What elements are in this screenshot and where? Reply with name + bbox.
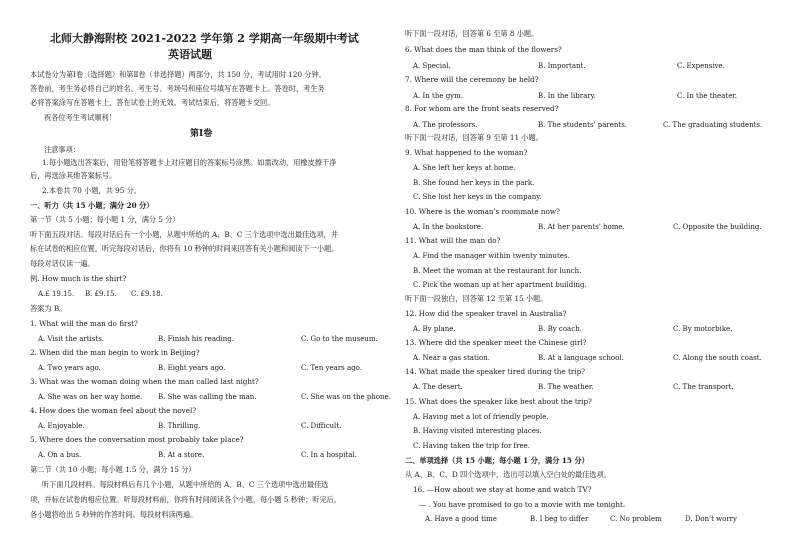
- question: 3. What was the woman doing when the man called last night?: [30, 377, 259, 386]
- exam-title: 北师大静海附校 2021-2022 学年第 2 学期高一年级期中考试: [50, 32, 359, 45]
- option: B. Important.: [538, 62, 586, 70]
- option: C. She lost her keys in the company.: [413, 193, 542, 201]
- part1-heading: 一、听力（共 15 小题；满分 20 分）: [30, 201, 154, 210]
- option: A. Special.: [413, 62, 451, 70]
- example-option: C. £9.18.: [131, 290, 163, 298]
- notes-item: 后，再选涂其他答案标号。: [30, 171, 117, 180]
- option: C. Opposite the building.: [673, 223, 762, 231]
- option: C. By motorbike.: [673, 325, 733, 333]
- option: B. Thrilling.: [158, 422, 201, 430]
- option: B. The students' parents.: [538, 121, 628, 129]
- option: A. She was on her way home.: [38, 393, 143, 401]
- option: B. At a language school.: [538, 354, 624, 362]
- option: B. I beg to differ: [530, 515, 589, 523]
- question: 1. What will the man do first?: [30, 319, 138, 328]
- option: A. By plane.: [413, 325, 456, 333]
- notes-heading: 注意事项：: [44, 145, 80, 154]
- sec2-desc: 听下面几段材料。每段材料后有几个小题，从题中所给的 A、B、C 三个选项中选出最佳选: [42, 480, 329, 489]
- option: A. Find the manager within twenty minutes.: [413, 252, 570, 260]
- question: 9. What happened to the woman?: [405, 148, 528, 157]
- option: C. The graduating students.: [663, 121, 763, 129]
- question: 16. —How about we stay at home and watch TV?: [413, 485, 592, 494]
- option: A. The professors.: [413, 121, 478, 129]
- lead: 听下面一段对话，回答第 9 至第 11 小题。: [405, 133, 543, 142]
- option: C. Pick the woman up at her apartment building.: [413, 281, 587, 289]
- option: B. By coach.: [538, 325, 582, 333]
- question: 8. For whom are the front seats reserved?: [405, 104, 559, 113]
- option: B. At a store.: [158, 451, 205, 459]
- option: C. In the theater.: [677, 92, 738, 100]
- lead: 听下面一段对话，回答第 6 至第 8 小题。: [405, 29, 539, 38]
- question: 2. When did the man begin to work in Beijing?: [30, 348, 200, 357]
- part2-heading: 二、单项选择（共 15 小题；每小题 1 分，满分 15 分）: [405, 456, 589, 465]
- example-answer: 答案为 B。: [30, 304, 67, 313]
- intro-line: 必将答案涂写在答题卡上，答在试卷上的无效。考试结束后，将答题卡交回。: [30, 98, 275, 107]
- part2-desc: 从 A、B、C、D 四个选项中，选出可以填入空白处的最佳选项。: [405, 470, 611, 479]
- question-line: — . You have promised to go to a movie with me tonight.: [419, 500, 626, 509]
- option: A. She left her keys at home.: [413, 164, 516, 172]
- option: A. Enjoyable.: [38, 422, 85, 430]
- intro-line: 答卷前，考生务必将自己的姓名、考生号、考场号和座位号填写在答题卡上。答卷时，考生务: [30, 84, 325, 93]
- question: 6. What does the man think of the flowers?: [405, 45, 562, 54]
- option: A. Two years ago.: [38, 364, 101, 372]
- option: A. Visit the artists.: [38, 335, 105, 343]
- option: A. Near a gas station.: [413, 354, 490, 362]
- option: A. Have a good time: [425, 515, 497, 523]
- question: 5. Where does the conversation most probably take place?: [30, 435, 244, 444]
- question: 12. How did the speaker travel in Australia?: [405, 309, 567, 318]
- lead: 听下面一段独白，回答第 12 至第 15 小题。: [405, 294, 548, 303]
- option: C. Go to the museum.: [301, 335, 378, 343]
- sec1-heading: 第一节（共 5 小题；每小题 1 分，满分 5 分）: [30, 215, 180, 224]
- example-option: A.£ 19.15.: [38, 290, 75, 298]
- notes-item: 1.每小题选出答案后，用铅笔将答题卡上对应题目的答案标号涂黑。如需改动，用橡皮擦干净: [42, 158, 337, 167]
- option: C. Expensive.: [677, 62, 725, 70]
- option: C. Difficult.: [301, 422, 342, 430]
- intro-line: 祝各位考生考试顺利！: [44, 113, 116, 122]
- option: B. Meet the woman at the restaurant for lunch.: [413, 267, 582, 275]
- option: C. Ten years ago.: [301, 364, 362, 372]
- option: B. She was calling the man.: [158, 393, 257, 401]
- example-question: 例. How much is the shirt?: [30, 274, 127, 283]
- option: C. The transport.: [673, 383, 734, 391]
- sec1-desc: 标在试卷的相应位置。听完每段对话后，你将有 10 秒钟的时间来回答有关小题和阅读下一小题。: [30, 244, 339, 253]
- question: 15. What does the speaker like best about the trip?: [405, 397, 592, 406]
- option: C. No problem: [610, 515, 662, 523]
- example-option: B. £9.15.: [85, 290, 117, 298]
- exam-subtitle: 英语试题: [168, 48, 212, 61]
- question: 13. Where did the speaker meet the Chinese girl?: [405, 338, 587, 347]
- question: 11. What will the man do?: [405, 236, 501, 245]
- option: B. Having visited interesting places.: [413, 427, 542, 435]
- option: B. In the library.: [538, 92, 596, 100]
- question: 7. Where will the ceremony be held?: [405, 75, 539, 84]
- notes-item: 2.本卷共 70 小题，共 95 分。: [42, 186, 141, 195]
- option: B. The weather.: [538, 383, 594, 391]
- option: C. She was on the phone.: [301, 393, 391, 401]
- sec1-desc: 每段对话仅读一遍。: [30, 259, 95, 268]
- section-title: 第Ⅰ卷: [190, 129, 213, 139]
- option: A. In the gym.: [413, 92, 463, 100]
- sec2-desc: 各小题将给出 5 秒钟的作答时间。每段材料读两遍。: [30, 510, 198, 519]
- option: C. Along the south coast.: [673, 354, 762, 362]
- option: B. At her parents' home.: [538, 223, 625, 231]
- option: C. In a hospital.: [301, 451, 357, 459]
- question: 10. Where is the woman's roommate now?: [405, 207, 560, 216]
- option: A. On a bus.: [38, 451, 82, 459]
- option: B. Eight years ago.: [158, 364, 226, 372]
- sec2-desc: 项，并标在试卷的相应位置。听每段材料前，你将有时间阅读各个小题，每小题 5 秒钟；听完后，: [30, 495, 342, 504]
- sec2-heading: 第二节（共 10 小题；每小题 1.5 分，满分 15 分）: [30, 465, 196, 474]
- option: B. She found her keys in the park.: [413, 179, 535, 187]
- option: A. The desert.: [413, 383, 463, 391]
- sec1-desc: 听下面五段对话。每段对话后有一个小题，从题中所给的 A、B、C 三个选项中选出最佳选项，并: [30, 230, 339, 239]
- question: 4. How does the woman feel about the novel?: [30, 406, 197, 415]
- option: D. Don't worry: [685, 515, 737, 523]
- option: A. In the bookstore.: [413, 223, 484, 231]
- intro-line: 本试卷分为第Ⅰ卷（选择题）和第Ⅱ卷（非选择题）两部分，共 150 分，考试用时 120 分钟。: [30, 70, 326, 79]
- question: 14. What made the speaker tired during the trip?: [405, 367, 586, 376]
- option: A. Having met a lot of friendly people.: [413, 413, 549, 421]
- option: B. Finish his reading.: [158, 335, 234, 343]
- option: C. Having taken the trip for free.: [413, 442, 530, 450]
